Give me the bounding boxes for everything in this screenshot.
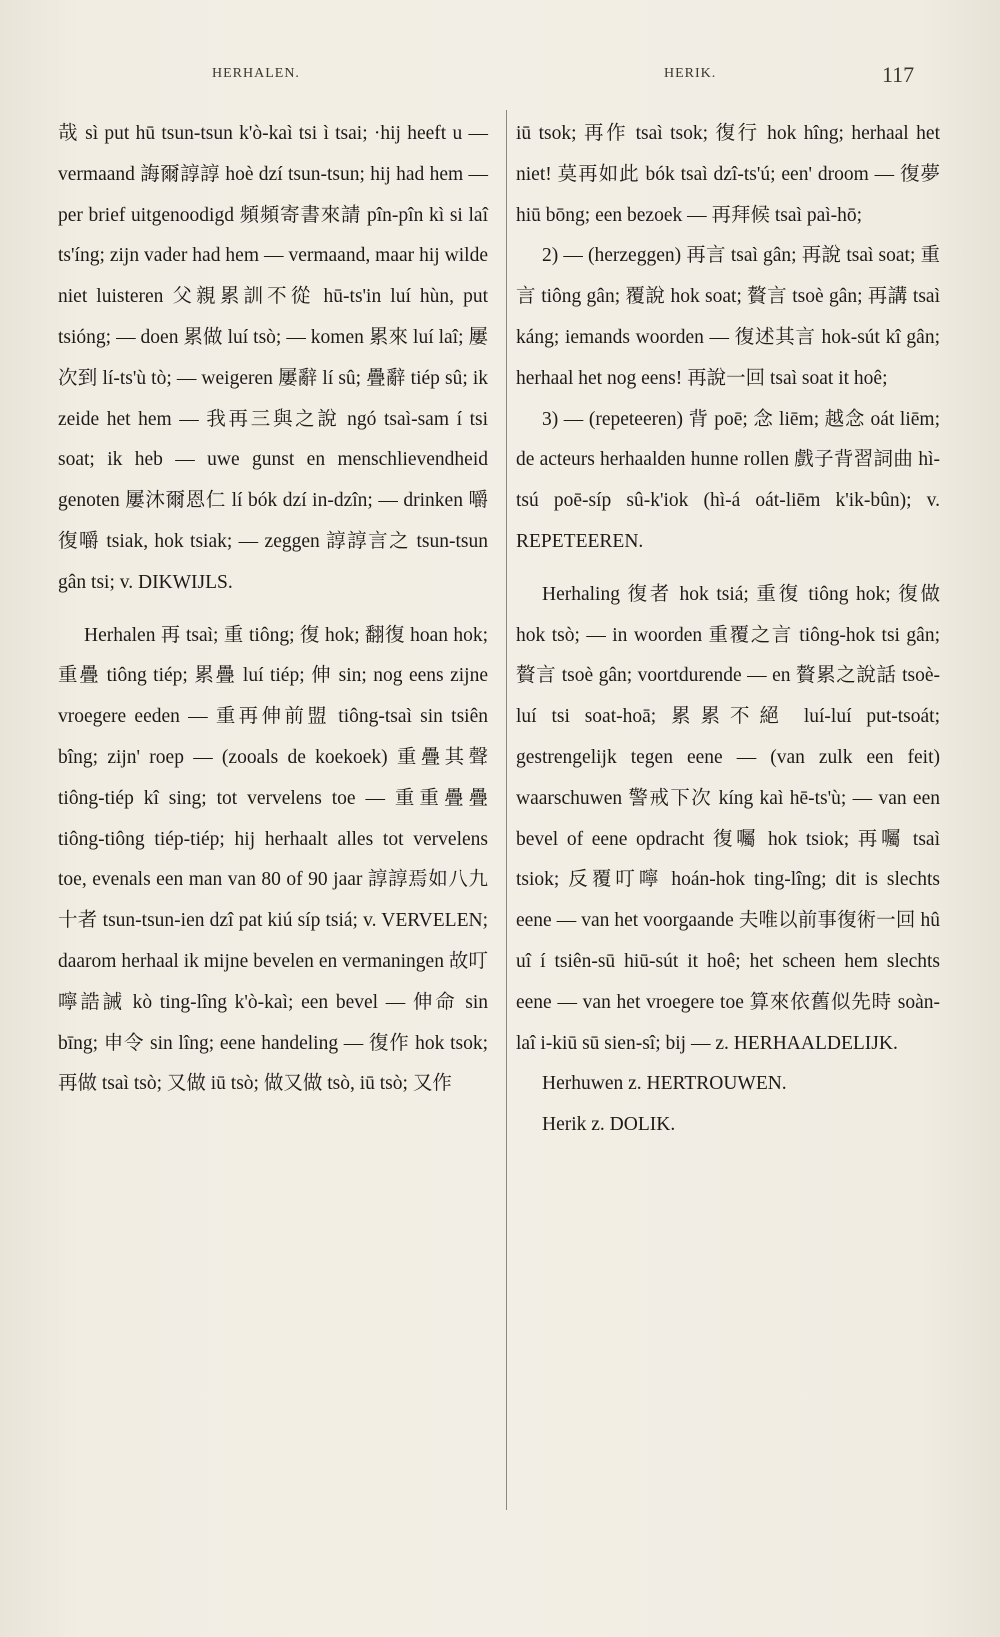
entry-herhuwen: Herhuwen z. HERTROUWEN. xyxy=(542,1073,787,1095)
entry-herhalen-cont: iū tsok; 再作 tsaì tsok; 復行 hok hîng; herhaal het niet! 莫再如此 bók tsaì dzî-ts'ú; een' droom — 復夢 hiū bōng; een bezoek — 再拜候 tsaì paì-hō; xyxy=(516,123,940,226)
page-number: 117 xyxy=(882,62,915,87)
left-column xyxy=(58,114,488,1105)
entry-continuation: 哉 sì put hū tsun-tsun k'ò-kaì tsi ì tsai; ·hij heeft u — vermaand 誨爾諄諄 hoè dzí tsun-tsun; hij had hem — per brief uitgenoodigd 頻頻寄書來請 pîn-pîn kì si laî ts'íng; zijn vader had hem — vermaand, maar hij wilde niet luisteren 父親累訓不從 hū-ts'in luí hùn, put tsióng; — doen 累做 luí tsò; — komen 累來 luí laî; 屢次到 lí-ts'ù tò; — weigeren 屢辭 lí sû; 疊辭 tiép sû; ik zeide het hem — 我再三與之說 ngó tsaì-sam í tsi soat; ik heb — uwe gunst en menschlievendheid genoten 屢沐爾恩仁 lí bók dzí in-dzîn; — drinken 嚼復嚼 tsiak, hok tsiak; — zeggen 諄諄言之 tsun-tsun gân tsi; v. DIKWIJLS. xyxy=(58,123,488,593)
sense-3: 3) — (repeteeren) 背 poē; 念 liēm; 越念 oát liēm; de acteurs herhaalden hunne rollen 戲子背習詞曲 hì-tsú poē-síp sû-k'iok (hì-á oát-liēm k'ik-bûn); v. REPETEEREN. xyxy=(516,408,940,552)
entry-herhalen: Herhalen 再 tsaì; 重 tiông; 復 hok; 翻復 hoan hok; 重疊 tiông tiép; 累疊 luí tiép; 伸 sin; nog eens zijne vroegere eeden — 重再伸前盟 tiông-tsaì sin tsiên bîng; zijn' roep — (zooals de koekoek) 重疊其聲 tiông-tiép kî sing; tot vervelens toe — 重重疊疊 tiông-tiông tiép-tiép; hij herhaalt alles tot vervelens toe, evenals een man van 80 of 90 jaar 諄諄焉如八九十者 tsun-tsun-ien dzî pat kiú síp tsiá; v. VERVELEN; daarom herhaal ik mijne bevelen en vermaningen 故叮嚀誥誡 kò ting-lîng k'ò-kaì; een bevel — 伸命 sin bīng; 申令 sin lîng; eene handeling — 復作 hok tsok; 再做 tsaì tsò; 又做 iū tsò; 做又做 tsò, iū tsò; 又作 xyxy=(58,624,488,1095)
running-head-right: HERIK. xyxy=(664,66,717,81)
right-column xyxy=(516,114,940,1146)
column-divider xyxy=(506,110,507,1510)
entry-herik: Herik z. DOLIK. xyxy=(542,1114,676,1136)
running-head-left: HERHALEN. xyxy=(212,66,300,81)
sense-2: 2) — (herzeggen) 再言 tsaì gân; 再說 tsaì soat; 重言 tiông gân; 覆說 hok soat; 贅言 tsoè gân; 再講 tsaì káng; iemands woorden — 復述其言 hok-sút kî gân; herhaal het nog eens! 再說一回 tsaì soat it hoê; xyxy=(516,245,940,389)
entry-herhaling: Herhaling 復者 hok tsiá; 重復 tiông hok; 復做 hok tsò; — in woorden 重覆之言 tiông-hok tsi gân; 贅言 tsoè gân; voortdurende — en 贅累之說話 tsoè-luí tsi soat-hoā; 累累不絕 luí-luí put-tsoát; gestrengelijk tegen eene — (van zulk een feit) waarschuwen 警戒下次 kíng kaì hē-ts'ù; — van een bevel of eene opdracht 復囑 hok tsiok; 再囑 tsaì tsiok; 反覆叮嚀 hoán-hok ting-lîng; dit is slechts eene — van het voorgaande 夫唯以前事復術一回 hû uî í tsiên-sū hiū-sút it hoê; het scheen hem slechts eene — van het vroegere toe 算來依舊似先時 soàn-laî i-kiū sū sien-sî; bij — z. HERHAALDELIJK. xyxy=(516,583,940,1054)
